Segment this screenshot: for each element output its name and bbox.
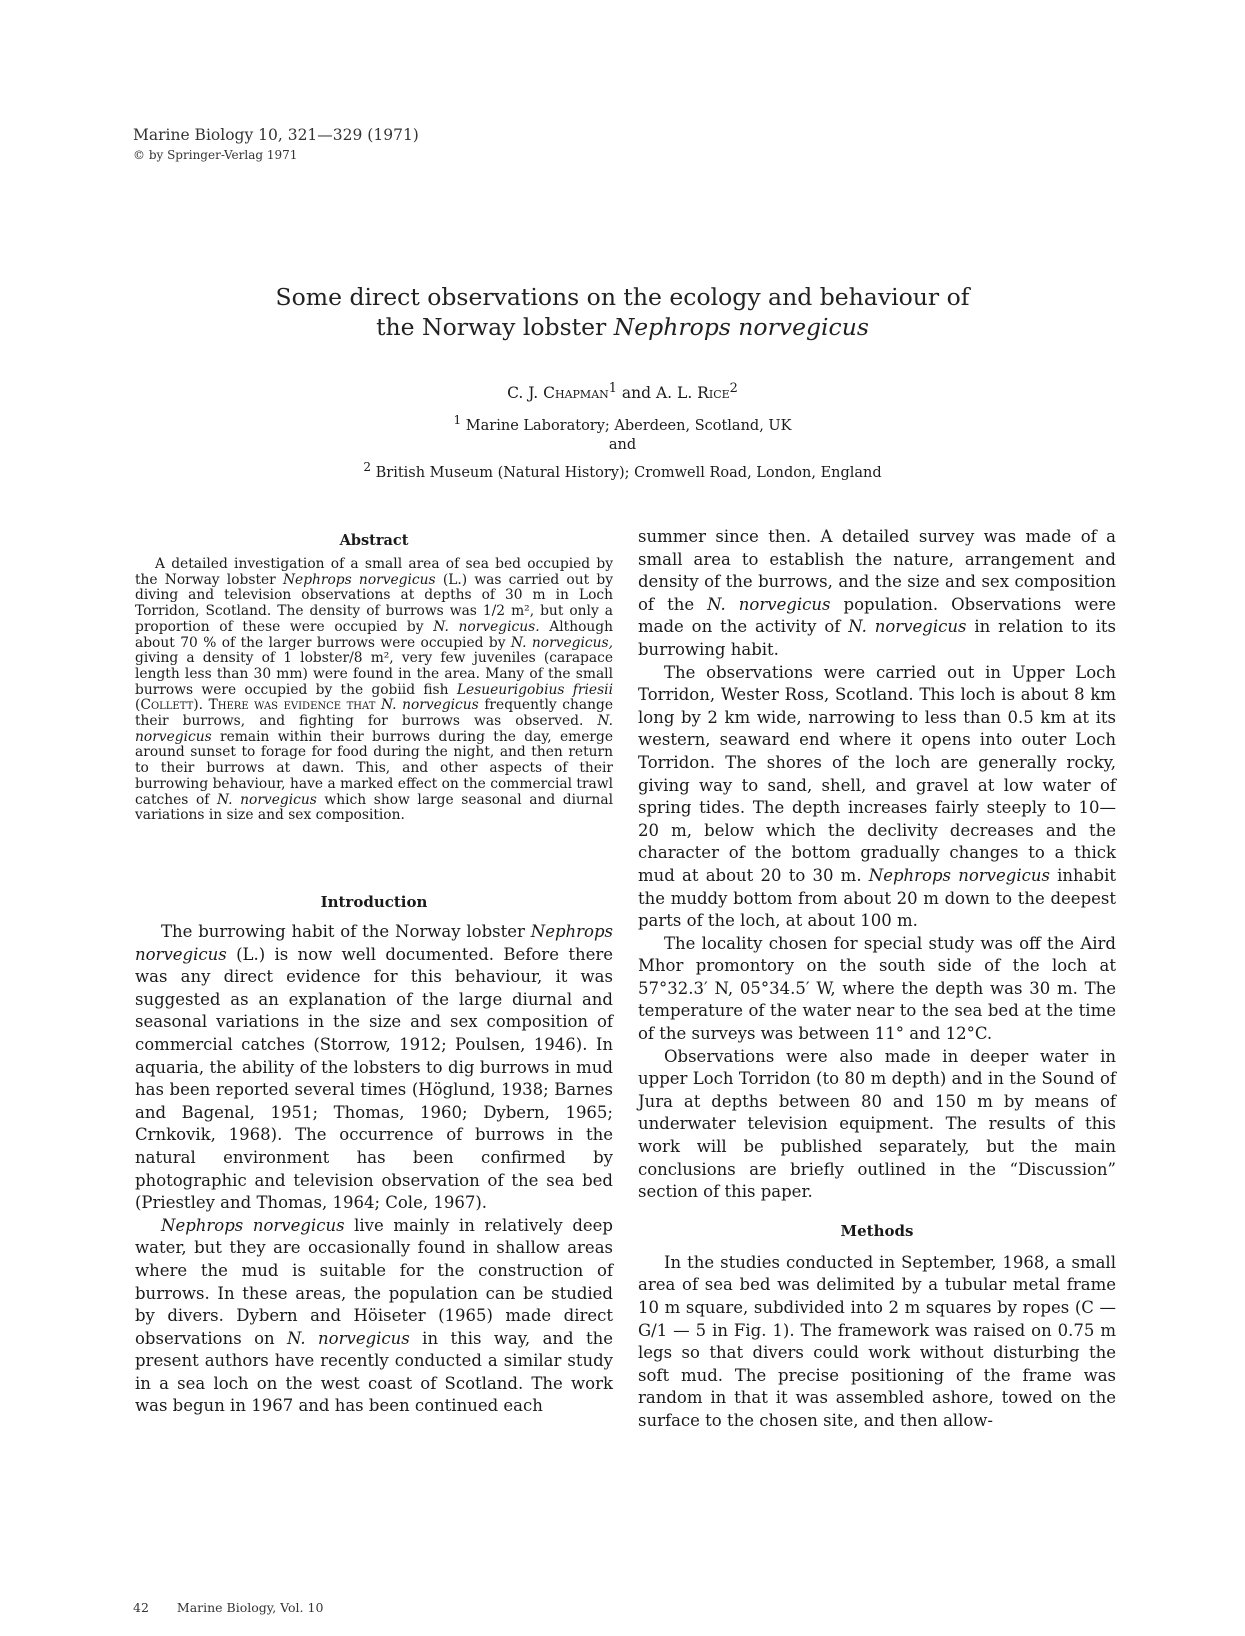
body-text: live mainly in relatively deep water, but they are occasionally found in shallow areas where the mud is suitable for the construction of burrows. In these areas, the population can be studied by divers. Dybern and Höiseter (1965) made direct observations on <box>135 1215 613 1348</box>
species-name: N. norvegicus <box>216 791 317 808</box>
introduction-paragraph-2 <box>135 1215 613 1418</box>
species-name: N. norvegicus. <box>433 618 540 635</box>
right-paragraph-4: Observations were also made in deeper water in upper Loch Torridon (to 80 m depth) and in the Sound of Jura at depths between 80 and 150 m by means of underwater television equipment. The results of this work will be published separately, but the main conclusions are briefly outlined in the “Discussion” section of this paper. <box>638 1046 1116 1202</box>
methods-paragraph-1: In the studies conducted in September, 1968, a small area of sea bed was delimited by a tubular metal frame 10 m square, subdivided into 2 m squares by ropes (C — G/1 — 5 in Fig. 1). The framework was raised on 0.75 m legs so that divers could work without disturbing the soft mud. The precise positioning of the frame was random in that it was assembled ashore, towed on the surface to the chosen site, and then allow- <box>638 1252 1116 1430</box>
introduction-paragraph-1 <box>135 921 613 1215</box>
abstract-section <box>135 532 613 824</box>
abstract-text: A detailed investigation of a small area of sea bed occupied by the Norway lobster <box>135 556 613 588</box>
body-text: in relation to its burrowing habit. <box>638 617 1116 659</box>
right-paragraph-1 <box>638 526 1116 662</box>
author-2: A. L. Rice <box>655 384 730 403</box>
author-line <box>0 381 1245 402</box>
abstract-heading: Abstract <box>339 532 409 549</box>
affiliation-1-mark: 1 <box>453 413 462 427</box>
species-name: Lesueurigobius friesii <box>456 681 613 698</box>
abstract-text: giving a density of 1 lobster/8 m², very few juveniles (carapace length less than 30 mm) were found in the area. Many of the small burrows were occupied by the gobiid fish <box>135 650 613 698</box>
abstract-text: (Collett). There was evidence that <box>135 697 381 714</box>
species-name: Nephrops norvegicus <box>282 571 436 588</box>
page-number: 42 <box>133 1600 149 1615</box>
species-name: Nephrops norvegicus <box>161 1215 345 1235</box>
abstract-paragraph <box>135 557 613 824</box>
page-footer <box>133 1600 351 1615</box>
species-name: N. norvegicus <box>707 594 831 614</box>
affiliation-2-mark: 2 <box>363 460 371 474</box>
copyright-line: © by Springer-Verlag 1971 <box>133 148 298 162</box>
abstract-text: which show large seasonal and diurnal variations in size and sex composition. <box>135 791 613 824</box>
right-paragraph-3: The locality chosen for special study was off the Aird Mhor promontory on the south side of the loch at 57°32.3′ N, 05°34.5′ W, where the depth was 30 m. The temperature of the water near to the sea bed at the time of the surveys was between 11° and 12°C. <box>638 933 1116 1044</box>
species-name: N. norvegicus, <box>510 634 613 651</box>
affiliation-2-text: British Museum (Natural History); Cromwell Road, London, England <box>371 464 882 481</box>
body-text: inhabit the muddy bottom from about 20 m down to the deepest parts of the loch, at about 100 m. <box>638 865 1116 931</box>
footer-journal-volume: Marine Biology, Vol. 10 <box>176 1600 324 1615</box>
body-text: The observations were carried out in Upper Loch Torridon, Wester Ross, Scotland. This loch is about 8 km long by 2 km wide, narrowing to less than 0.5 km at its western, seaward end where it opens into outer Loch Torridon. The shores of the loch are generally rocky, giving way to sand, shell, and gravel at low water of spring tides. The depth increases fairly steeply to 10—20 m, below which the declivity decreases and the character of the bottom gradually changes to a thick mud at about 20 to 30 m. <box>638 662 1116 885</box>
title-line-2-prefix: the Norway lobster <box>376 313 614 341</box>
author-conjunction: and <box>616 384 656 403</box>
abstract-text: (L.) was carried out by diving and television observations at depths of 30 m in Loch Torridon, Scotland. The density of burrows was 1/2 m², but only a proportion of these were occupied by <box>135 571 613 635</box>
author-1-affiliation-mark: 1 <box>608 381 617 396</box>
species-name: N. norvegicus <box>287 1328 410 1348</box>
introduction-section <box>135 893 613 1418</box>
author-1: C. J. Chapman <box>507 384 609 403</box>
species-name: N. norvegicus <box>380 697 479 714</box>
title-species: Nephrops norvegicus <box>613 313 869 341</box>
body-text: (L.) is now well documented. Before there was any direct evidence for this behaviour, it was suggested as an explanation of the large diurnal and seasonal variations in the size and sex composition of commercial catches (Storrow, 1912; Poulsen, 1946). In aquaria, the ability of the lobsters to dig burrows in mud has been reported several times (Höglund, 1938; Barnes and Bagenal, 1951; Thomas, 1960; Dybern, 1965; Crnkovik, 1968). The occurrence of burrows in the natural environment has been confirmed by photographic and television observation of the sea bed (Priestley and Thomas, 1964; Cole, 1967). <box>135 944 613 1213</box>
affiliation-conjunction: and <box>608 437 637 453</box>
species-name: N. norvegicus <box>135 713 613 745</box>
body-text: summer since then. A detailed survey was made of a small area to establish the nature, arrangement and density of the burrows, and the size and sex composition of the <box>638 527 1116 614</box>
title-line-2 <box>0 312 1245 342</box>
right-column <box>638 526 1116 1433</box>
affiliation-1-text: Marine Laboratory; Aberdeen, Scotland, UK <box>461 417 792 434</box>
species-name: N. norvegicus <box>848 617 967 637</box>
species-name: Nephrops norvegicus <box>868 865 1050 885</box>
body-text: in this way, and the present authors have recently conducted a similar study in a sea loch on the west coast of Scotland. The work was begun in 1967 and has been continued each <box>135 1328 613 1416</box>
affiliation-2 <box>0 460 1245 481</box>
abstract-text: remain within their burrows during the day, emerge around sunset to forage for food during the night, and then return to their burrows at dawn. This, and other aspects of their burrowing behaviour, have a marked effect on the commercial trawl catches of <box>135 728 613 808</box>
right-paragraph-2 <box>638 662 1116 933</box>
methods-heading: Methods <box>840 1221 914 1240</box>
body-text: population. Observations were made on the activity of <box>638 594 1116 637</box>
title-line-1: Some direct observations on the ecology and behaviour of <box>275 283 970 311</box>
abstract-text: frequently change their burrows, and fighting for burrows was observed. <box>135 697 613 730</box>
affiliation-1 <box>0 413 1245 434</box>
journal-citation: Marine Biology 10, 321—329 (1971) <box>133 126 419 144</box>
introduction-heading: Introduction <box>320 893 428 911</box>
paper-title <box>0 282 1245 342</box>
species-name: Nephrops norvegicus <box>135 922 613 964</box>
abstract-text: Although about 70 % of the larger burrows were occupied by <box>135 618 613 651</box>
author-2-affiliation-mark: 2 <box>729 381 738 396</box>
journal-citation-block <box>133 125 419 165</box>
body-text: The burrowing habit of the Norway lobster <box>161 922 531 941</box>
